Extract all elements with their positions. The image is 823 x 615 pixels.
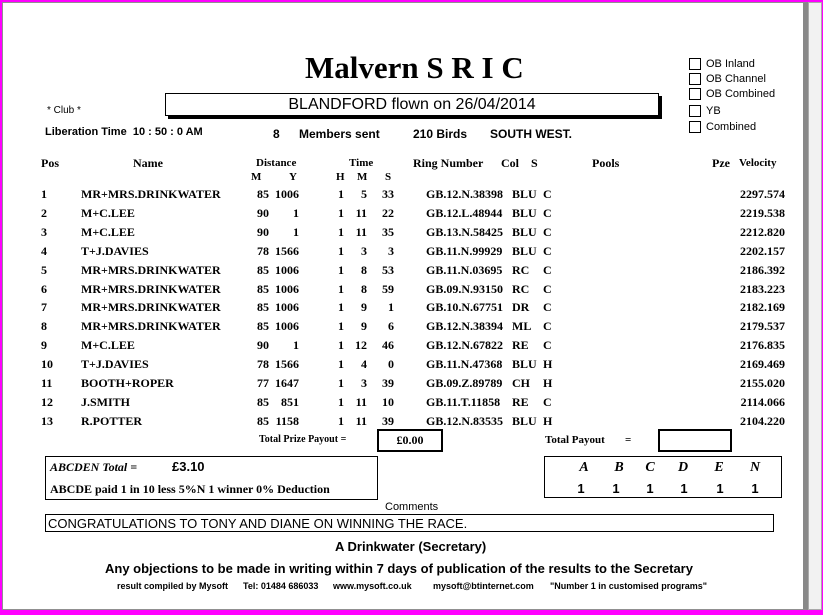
checkbox-label: OB Inland bbox=[706, 58, 755, 70]
cell-vel: 2186.392 bbox=[740, 262, 785, 277]
cell-ring: GB.10.N.67751 bbox=[426, 300, 504, 315]
cell-y: 1006 bbox=[275, 187, 299, 201]
cell-name: M+C.LEE bbox=[81, 224, 135, 239]
cell-mm: 4 bbox=[361, 357, 367, 372]
checkbox-ob-combined[interactable] bbox=[689, 88, 775, 100]
abcden-box bbox=[45, 456, 378, 500]
cell-col: RE bbox=[512, 394, 529, 409]
cell-vel: 2114.066 bbox=[740, 394, 785, 409]
pool-value: 1 bbox=[646, 481, 654, 496]
cell-y: 1158 bbox=[275, 413, 299, 428]
cell-h: 1 bbox=[338, 243, 344, 258]
cell-h: 1 bbox=[338, 300, 344, 315]
cell-pos: 2 bbox=[41, 205, 47, 220]
cell-m: 85 bbox=[257, 187, 269, 201]
footer-email: mysoft@btinternet.com bbox=[433, 581, 534, 591]
header-pools: Pools bbox=[592, 156, 620, 170]
cell-s: 33 bbox=[382, 187, 394, 201]
cell-name: T+J.DAVIES bbox=[81, 243, 149, 258]
cell-h: 1 bbox=[338, 205, 344, 220]
objections-note: Any objections to be made in writing within 7 days of publication of the results to the Secretary bbox=[105, 561, 693, 576]
cell-y: 1 bbox=[293, 205, 299, 220]
cell-name: MR+MRS.DRINKWATER bbox=[81, 319, 221, 334]
pool-letter: B bbox=[614, 460, 624, 475]
cell-h: 1 bbox=[338, 338, 344, 353]
cell-mm: 11 bbox=[355, 224, 367, 239]
cell-ring: GB.09.N.93150 bbox=[426, 281, 504, 296]
cell-y: 1 bbox=[293, 338, 299, 353]
header-time-m: M bbox=[357, 171, 368, 183]
checkbox-ob-inland[interactable] bbox=[689, 58, 755, 70]
cell-col: BLU bbox=[512, 243, 537, 258]
checkbox-label: OB Channel bbox=[706, 73, 766, 85]
birds-count: 210 Birds bbox=[413, 127, 468, 141]
cell-pos: 3 bbox=[41, 224, 47, 239]
cell-mm: 11 bbox=[355, 413, 367, 428]
pool-letter: E bbox=[714, 460, 724, 475]
cell-name: M+C.LEE bbox=[81, 205, 135, 220]
table-row bbox=[3, 338, 803, 357]
table-row bbox=[3, 319, 803, 338]
cell-sx: C bbox=[543, 394, 552, 409]
cell-mm: 8 bbox=[361, 262, 367, 277]
checkbox[interactable] bbox=[689, 58, 701, 70]
cell-m: 85 bbox=[257, 262, 269, 277]
cell-y: 1006 bbox=[275, 300, 299, 315]
cell-vel: 2104.220 bbox=[740, 413, 785, 428]
cell-vel: 2182.169 bbox=[740, 300, 785, 315]
cell-pos: 12 bbox=[41, 394, 53, 409]
cell-s: 10 bbox=[382, 394, 394, 409]
cell-mm: 11 bbox=[355, 394, 367, 409]
cell-pos: 5 bbox=[41, 262, 47, 277]
cell-m: 85 bbox=[257, 413, 269, 428]
cell-vel: 2219.538 bbox=[740, 205, 785, 220]
cell-y: 1006 bbox=[275, 319, 299, 334]
total-prize-label: Total Prize Payout = bbox=[259, 434, 347, 445]
cell-vel: 2155.020 bbox=[740, 376, 785, 390]
cell-name: MR+MRS.DRINKWATER bbox=[81, 281, 221, 296]
pool-letter: C bbox=[645, 460, 655, 475]
comments-label: Comments bbox=[385, 501, 439, 513]
header-pos: Pos bbox=[41, 156, 59, 170]
comments-text: CONGRATULATIONS TO TONY AND DIANE ON WINNING THE RACE. bbox=[45, 514, 774, 532]
cell-sx: C bbox=[543, 300, 552, 315]
cell-h: 1 bbox=[338, 394, 344, 409]
cell-ring: GB.12.N.38394 bbox=[426, 319, 504, 334]
checkbox[interactable] bbox=[689, 73, 701, 85]
cell-ring: GB.12.L.48944 bbox=[426, 205, 503, 220]
header-s: S bbox=[531, 156, 538, 170]
cell-col: BLU bbox=[512, 187, 537, 201]
cell-col: BLU bbox=[512, 205, 537, 220]
cell-mm: 9 bbox=[361, 300, 367, 315]
header-time: Time bbox=[349, 157, 374, 169]
pool-value: 1 bbox=[751, 481, 759, 496]
cell-ring: GB.11.T.11858 bbox=[426, 394, 501, 409]
total-payout-equals: = bbox=[625, 434, 632, 446]
cell-pos: 10 bbox=[41, 357, 53, 372]
checkbox-label: YB bbox=[706, 105, 721, 117]
members-label: Members sent bbox=[299, 127, 380, 141]
cell-pos: 9 bbox=[41, 338, 47, 353]
checkbox[interactable] bbox=[689, 88, 701, 100]
cell-s: 22 bbox=[382, 205, 394, 220]
table-row bbox=[3, 376, 803, 395]
cell-m: 90 bbox=[257, 205, 269, 220]
cell-s: 59 bbox=[382, 281, 394, 296]
cell-mm: 8 bbox=[361, 281, 367, 296]
cell-mm: 12 bbox=[355, 338, 367, 353]
cell-mm: 5 bbox=[361, 187, 367, 201]
footer-compiled: result compiled by Mysoft bbox=[117, 581, 229, 591]
cell-col: CH bbox=[512, 376, 530, 390]
pool-value: 1 bbox=[612, 481, 620, 496]
liberation-time bbox=[45, 126, 203, 138]
table-row bbox=[3, 225, 803, 244]
cell-h: 1 bbox=[338, 357, 344, 372]
cell-mm: 9 bbox=[361, 319, 367, 334]
cell-s: 0 bbox=[388, 357, 394, 372]
cell-sx: C bbox=[543, 338, 552, 353]
cell-sx: C bbox=[543, 224, 552, 239]
cell-s: 53 bbox=[382, 262, 394, 277]
total-prize-value: £0.00 bbox=[377, 429, 443, 452]
race-title-box: BLANDFORD flown on 26/04/2014 bbox=[165, 93, 659, 116]
cell-name: BOOTH+ROPER bbox=[81, 376, 174, 390]
cell-pos: 6 bbox=[41, 281, 47, 296]
cell-m: 85 bbox=[257, 281, 269, 296]
table-row bbox=[3, 300, 803, 319]
header-name: Name bbox=[133, 156, 163, 170]
cell-s: 1 bbox=[388, 300, 394, 315]
footer-tel: Tel: 01484 686033 bbox=[243, 581, 319, 591]
cell-ring: GB.12.N.83535 bbox=[426, 413, 504, 428]
footer-web: www.mysoft.co.uk bbox=[333, 581, 412, 591]
checkbox[interactable] bbox=[689, 121, 701, 133]
cell-y: 1566 bbox=[275, 357, 299, 372]
club-label: * Club * bbox=[47, 105, 81, 116]
cell-sx: H bbox=[543, 376, 553, 390]
cell-vel: 2179.537 bbox=[740, 319, 785, 334]
table-row bbox=[3, 357, 803, 376]
cell-m: 78 bbox=[257, 357, 269, 372]
cell-s: 6 bbox=[388, 319, 394, 334]
table-row bbox=[3, 206, 803, 225]
cell-col: RC bbox=[512, 281, 530, 296]
pool-letter: A bbox=[579, 460, 589, 475]
pool-letter: D bbox=[677, 460, 689, 475]
cell-sx: H bbox=[543, 357, 553, 372]
pool-letter: N bbox=[749, 460, 761, 475]
cell-ring: GB.11.N.99929 bbox=[426, 243, 503, 258]
cell-ring: GB.13.N.58425 bbox=[426, 224, 504, 239]
cell-name: MR+MRS.DRINKWATER bbox=[81, 187, 221, 201]
cell-sx: C bbox=[543, 243, 552, 258]
checkbox-label: Combined bbox=[706, 121, 757, 133]
cell-col: RE bbox=[512, 338, 529, 353]
cell-h: 1 bbox=[338, 376, 344, 390]
cell-vel: 2176.835 bbox=[740, 338, 785, 353]
checkbox[interactable] bbox=[689, 105, 701, 117]
table-row bbox=[3, 263, 803, 282]
cell-sx: C bbox=[543, 187, 552, 201]
pools-summary bbox=[544, 456, 782, 498]
cell-vel: 2212.820 bbox=[740, 224, 785, 239]
cell-m: 85 bbox=[257, 319, 269, 334]
header-distance: Distance bbox=[256, 157, 297, 169]
cell-pos: 8 bbox=[41, 319, 47, 334]
table-row bbox=[3, 395, 803, 414]
cell-ring: GB.09.Z.89789 bbox=[426, 376, 503, 390]
cell-mm: 3 bbox=[361, 243, 367, 258]
cell-name: T+J.DAVIES bbox=[81, 357, 149, 372]
cell-name: M+C.LEE bbox=[81, 338, 135, 353]
cell-s: 35 bbox=[382, 224, 394, 239]
cell-m: 90 bbox=[257, 338, 269, 353]
cell-s: 39 bbox=[382, 413, 394, 428]
cell-col: BLU bbox=[512, 357, 537, 372]
cell-name: MR+MRS.DRINKWATER bbox=[81, 300, 221, 315]
cell-y: 1006 bbox=[275, 262, 299, 277]
cell-sx: C bbox=[543, 319, 552, 334]
header-dist-m: M bbox=[251, 171, 262, 183]
header-time-s: S bbox=[385, 171, 392, 183]
members-count: 8 bbox=[273, 127, 280, 141]
cell-pos: 1 bbox=[41, 187, 47, 201]
cell-pos: 11 bbox=[41, 376, 53, 390]
cell-mm: 3 bbox=[361, 376, 367, 390]
cell-pos: 4 bbox=[41, 243, 47, 258]
cell-col: ML bbox=[512, 319, 532, 334]
cell-sx: C bbox=[543, 262, 552, 277]
checkbox-ob-channel[interactable] bbox=[689, 73, 766, 85]
header-velocity: Velocity bbox=[739, 157, 777, 169]
cell-col: DR bbox=[512, 300, 530, 315]
total-payout-label: Total Payout bbox=[545, 434, 605, 446]
cell-pos: 7 bbox=[41, 300, 47, 315]
cell-h: 1 bbox=[338, 187, 344, 201]
footer-slogan: "Number 1 in customised programs" bbox=[550, 581, 708, 591]
checkbox-yb[interactable] bbox=[689, 105, 721, 117]
region: SOUTH WEST. bbox=[490, 127, 573, 141]
cell-vel: 2169.469 bbox=[740, 357, 785, 372]
header-ring: Ring Number bbox=[413, 156, 484, 170]
total-payout-value bbox=[658, 429, 732, 452]
cell-h: 1 bbox=[338, 281, 344, 296]
club-title: Malvern S R I C bbox=[305, 50, 524, 85]
cell-h: 1 bbox=[338, 224, 344, 239]
checkbox-combined[interactable] bbox=[689, 121, 756, 133]
header-pze: Pze bbox=[712, 156, 730, 170]
cell-name: R.POTTER bbox=[81, 413, 143, 428]
cell-s: 39 bbox=[382, 376, 394, 390]
pool-value: 1 bbox=[577, 481, 585, 496]
header-time-h: H bbox=[336, 171, 345, 183]
table-row bbox=[3, 187, 803, 206]
window-edge bbox=[808, 2, 822, 610]
table-row bbox=[3, 244, 803, 263]
abcden-note: ABCDE paid 1 in 10 less 5%N 1 winner 0% Deduction bbox=[50, 482, 330, 496]
cell-m: 90 bbox=[257, 224, 269, 239]
cell-y: 1006 bbox=[275, 281, 299, 296]
cell-h: 1 bbox=[338, 262, 344, 277]
cell-col: BLU bbox=[512, 224, 537, 239]
pool-value: 1 bbox=[680, 481, 688, 496]
abcden-label: ABCDEN Total = bbox=[50, 460, 138, 474]
cell-y: 1566 bbox=[275, 243, 299, 258]
cell-sx: C bbox=[543, 281, 552, 296]
cell-m: 85 bbox=[257, 300, 269, 315]
secretary: A Drinkwater (Secretary) bbox=[335, 539, 487, 554]
abcden-value: £3.10 bbox=[172, 459, 205, 474]
cell-ring: GB.11.N.03695 bbox=[426, 262, 503, 277]
cell-pos: 13 bbox=[41, 413, 53, 428]
cell-s: 3 bbox=[388, 243, 394, 258]
cell-y: 1 bbox=[293, 224, 299, 239]
cell-col: RC bbox=[512, 262, 530, 277]
cell-vel: 2183.223 bbox=[740, 281, 785, 296]
checkbox-label: OB Combined bbox=[706, 88, 776, 100]
header-dist-y: Y bbox=[289, 171, 297, 183]
pool-value: 1 bbox=[716, 481, 724, 496]
cell-vel: 2202.157 bbox=[740, 243, 785, 258]
cell-ring: GB.11.N.47368 bbox=[426, 357, 503, 372]
cell-h: 1 bbox=[338, 319, 344, 334]
cell-y: 851 bbox=[281, 394, 299, 409]
cell-sx: C bbox=[543, 205, 552, 220]
cell-mm: 11 bbox=[355, 205, 367, 220]
cell-ring: GB.12.N.38398 bbox=[426, 187, 504, 201]
cell-vel: 2297.574 bbox=[740, 187, 785, 201]
cell-h: 1 bbox=[338, 413, 344, 428]
cell-col: BLU bbox=[512, 413, 537, 428]
cell-m: 77 bbox=[257, 376, 269, 390]
table-row bbox=[3, 282, 803, 301]
header-col: Col bbox=[501, 156, 519, 170]
cell-name: J.SMITH bbox=[81, 394, 131, 409]
cell-sx: H bbox=[543, 413, 553, 428]
cell-y: 1647 bbox=[275, 376, 299, 390]
cell-m: 78 bbox=[257, 243, 269, 258]
liberation-label: Liberation Time bbox=[45, 126, 127, 138]
cell-ring: GB.12.N.67822 bbox=[426, 338, 504, 353]
result-sheet bbox=[2, 2, 808, 610]
cell-s: 46 bbox=[382, 338, 394, 353]
cell-name: MR+MRS.DRINKWATER bbox=[81, 262, 221, 277]
liberation-value: 10 : 50 : 0 AM bbox=[132, 126, 203, 138]
cell-m: 85 bbox=[257, 394, 269, 409]
